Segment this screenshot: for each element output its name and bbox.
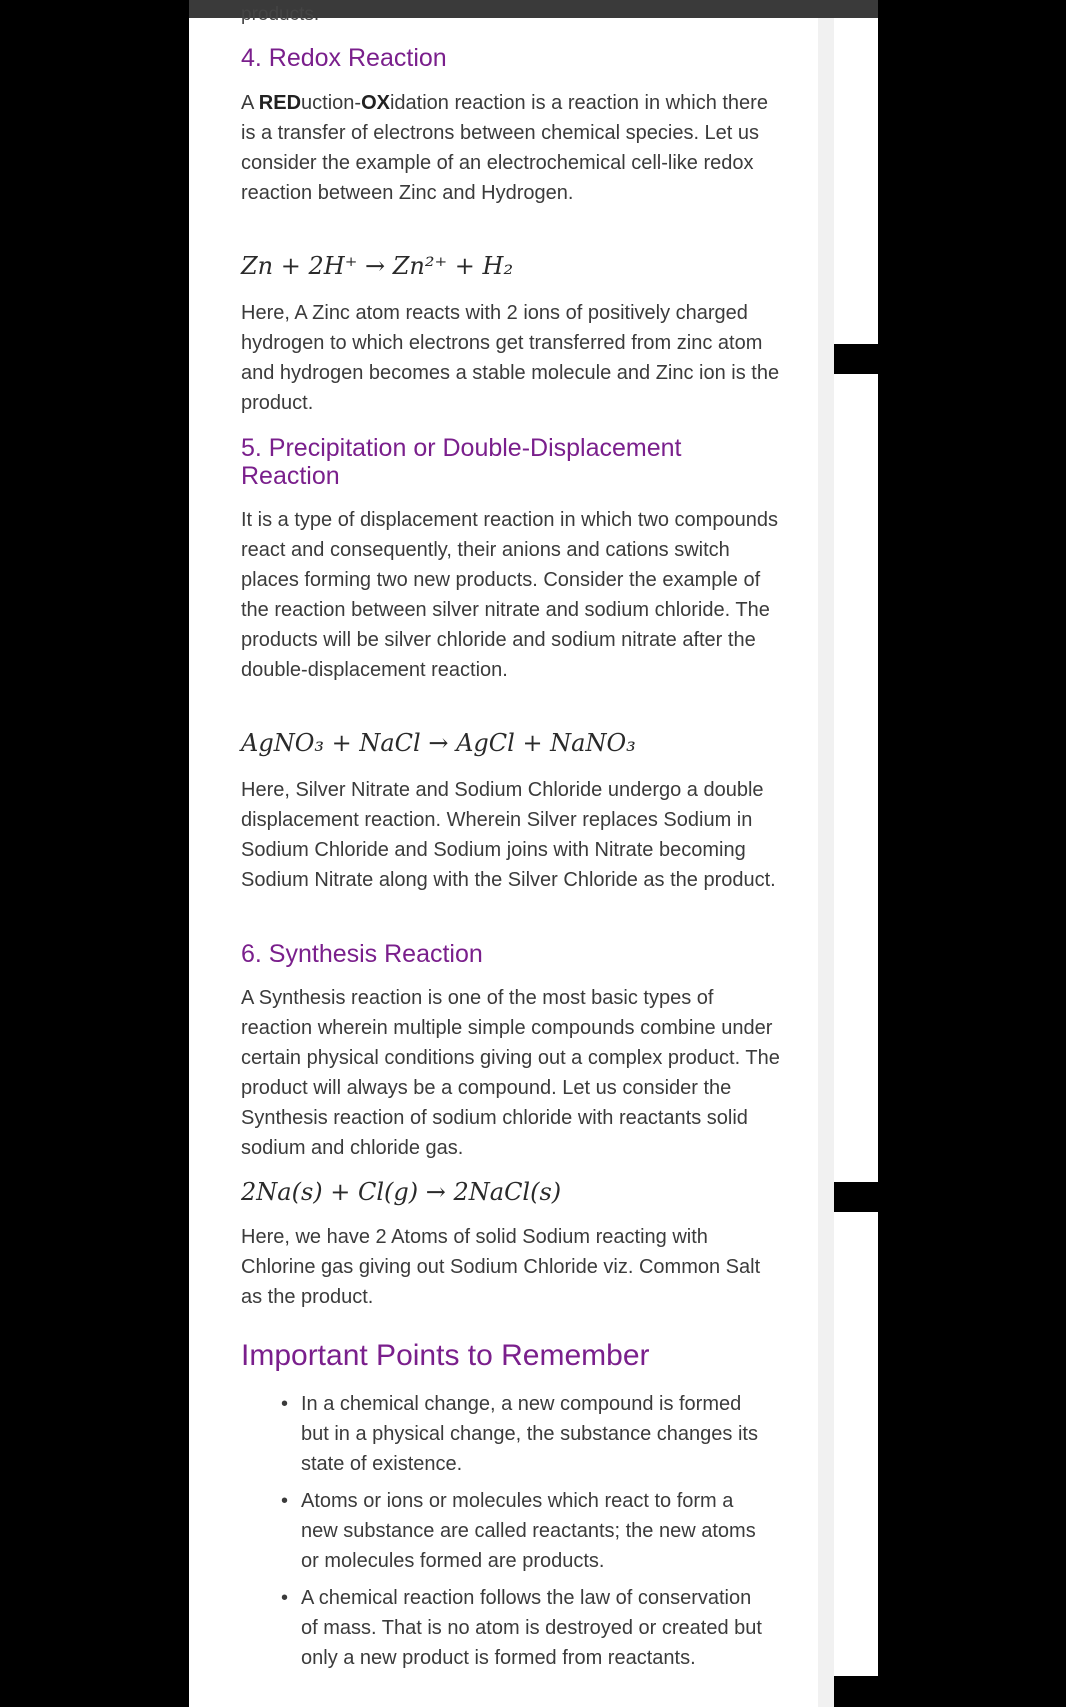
precipitation-explanation-paragraph: Here, Silver Nitrate and Sodium Chloride undergo a double displacement reaction. Wherein Silver replaces Sodium in Sodium Chloride and Sodium joins with Nitrate becoming Sodium Nitrate along with the Silver Chloride as the product.	[241, 779, 776, 891]
precipitation-intro-paragraph: It is a type of displacement reaction in which two compounds react and consequently, their anions and cations switch places forming two new products. Consider the example of the reaction between silver nitrate and sodium chloride. The products will be silver chloride and sodium nitrate after the double-displacement reaction.	[241, 509, 778, 681]
heading-synthesis-reaction: 6. Synthesis Reaction	[241, 940, 483, 968]
redox-explanation-paragraph: Here, A Zinc atom reacts with 2 ions of positively charged hydrogen to which electrons get transferred from zinc atom and hydrogen becomes a stable molecule and Zinc ion is the product.	[241, 302, 780, 414]
page-gutter	[818, 18, 834, 1707]
important-points-list	[281, 1389, 771, 1680]
sidebar-card	[834, 1212, 878, 1676]
synthesis-equation: 2Na(s) + Cl(g) → 2NaCl(s)	[241, 1178, 562, 1206]
list-item: • A chemical reaction follows the law of conservation of mass. That is no atom is destroyed or created but only a new product is formed from reactants.	[281, 1583, 771, 1673]
synthesis-intro-paragraph: A Synthesis reaction is one of the most basic types of reaction wherein multiple simple compounds combine under certain physical conditions giving out a complex product. The product will always be a compound. Let us consider the Synthesis reaction of sodium chloride with reactants solid sodium and chloride gas.	[241, 987, 780, 1159]
synthesis-explanation-paragraph: Here, we have 2 Atoms of solid Sodium reacting with Chlorine gas giving out Sodium Chloride viz. Common Salt as the product.	[241, 1226, 761, 1308]
heading-important-points: Important Points to Remember	[241, 1339, 650, 1372]
list-item: • In a chemical change, a new compound is formed but in a physical change, the substance changes its state of existence.	[281, 1389, 771, 1479]
sidebar-card	[834, 374, 878, 1182]
heading-precipitation-reaction: 5. Precipitation or Double-Displacement Reaction	[241, 434, 682, 490]
redox-intro-paragraph: A REDuction-OXidation reaction is a reaction in which there is a transfer of electrons between chemical species. Let us consider the example of an electrochemical cell-like redox reaction between Zinc and Hydrogen.	[241, 92, 768, 204]
list-item: • Atoms or ions or molecules which react to form a new substance are called reactants; the new atoms or molecules formed are products.	[281, 1486, 771, 1576]
article-page[interactable]	[189, 4, 818, 1707]
precipitation-equation: AgNO₃ + NaCl → AgCl + NaNO₃	[241, 729, 636, 757]
sidebar-card	[834, 18, 878, 344]
redox-equation: Zn + 2H⁺ → Zn²⁺ + H₂	[241, 252, 514, 280]
heading-redox-reaction: 4. Redox Reaction	[241, 44, 447, 72]
cut-off-text: products.	[241, 4, 320, 25]
